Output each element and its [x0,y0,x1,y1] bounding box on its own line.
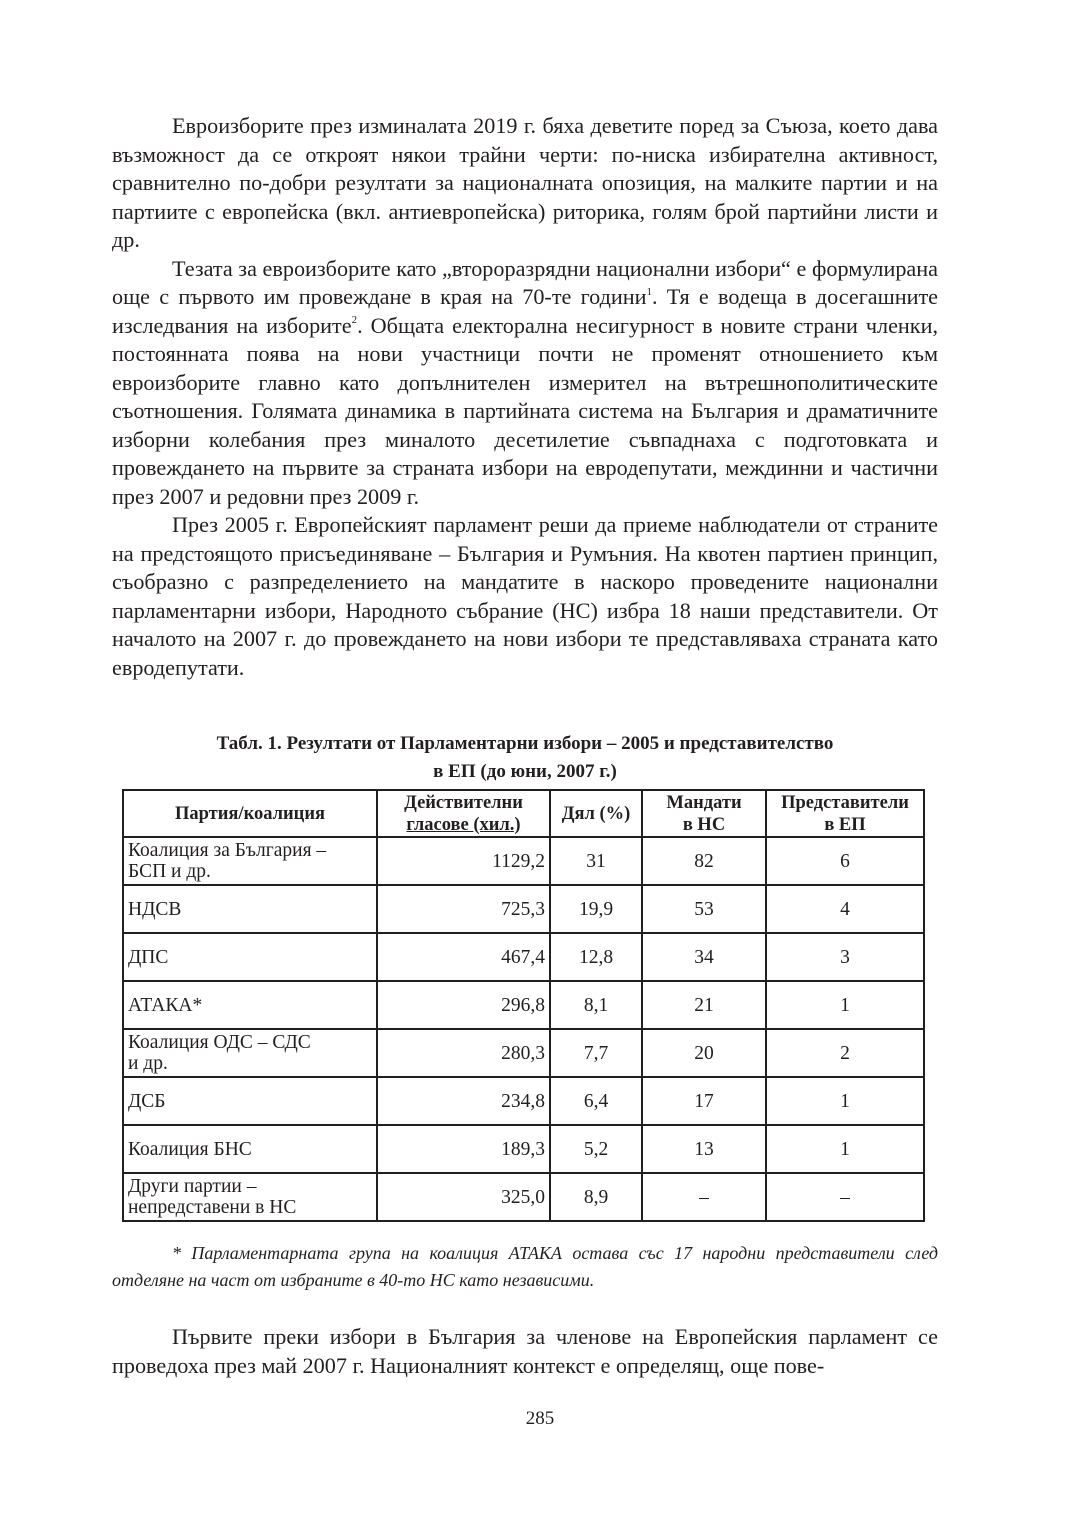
paragraph-2-part-3: . Общата електорална несигурност в новите страни членки, постоянната поява на нови участници почти не променят отношението към евроизборите главно като допълнителен измерител на вътрешнополитическите съотношения. Голямата динамика в партийната система на България и драматичните изборни колебания през миналото десетилетие съвпаднаха с подготовката и провеждането на първите за страната избори на евродепутати, междинни и частични през 2007 и редовни през 2009 г. [112,312,939,509]
cell-votes: 467,4 [377,933,550,981]
footnote-mark-1: 1 [646,285,653,298]
header-votes [377,790,550,837]
header-votes-line-1: Действителни [404,792,523,813]
cell-votes: 725,3 [377,885,550,933]
paragraph-4: Първите преки избори в България за членове на Европейския парламент се проведоха през май 2007 г. Националният контекст е определящ, още пове- [112,1324,938,1378]
cell-share: 31 [550,837,642,885]
header-reps-line-1: Представители [781,792,909,813]
table-row [123,1125,924,1173]
header-reps [766,790,924,837]
paragraph-2-part-2: . Тя е водеща в досегашните изследвания на изборите [112,284,939,338]
cell-reps: 3 [766,933,924,981]
cell-reps: 4 [766,885,924,933]
cell-share: 7,7 [550,1029,642,1077]
party-name-line-2: БСП и др. [128,861,211,882]
header-seats-line-1: Мандати [666,792,742,813]
header-votes-line-2: гласове (хил.) [406,814,521,835]
cell-party: ДСБ [123,1077,377,1125]
party-name-line-1: Други партии – [128,1176,257,1197]
paragraph-3: През 2005 г. Европейският парламент реши да приеме наблюдатели от страните на предстоящото присъединяване – България и Румъния. На квотен партиен принцип, съобразно с разпределението на мандатите в наскоро проведените национални парламентарни избори, Народното събрание (НС) избра 18 наши представители. От началото на 2007 г. до провеждането на нови избори те представляваха страната като евродепутати. [112,512,938,680]
party-name-line-1: Коалиция ОДС – СДС [128,1032,311,1053]
party-name-line-2: и др. [128,1053,168,1074]
party-name-line-2: непредставени в НС [128,1197,297,1218]
cell-votes: 296,8 [377,981,550,1029]
cell-seats: 21 [642,981,766,1029]
paragraph-1: Евроизборите през изминалата 2019 г. бяха деветите поред за Съюза, което дава възможност да се откроят някои трайни черти: по-ниска избирателна активност, сравнително по-добри резултати за националната опозиция, на малките партии и на партиите с европейска (вкл. антиевропейска) риторика, голям брой партийни листи и др. [112,113,938,252]
cell-seats: – [642,1173,766,1221]
body-text [112,112,938,682]
cell-seats: 17 [642,1077,766,1125]
footnote-mark-2: 2 [351,314,358,327]
cell-seats: 13 [642,1125,766,1173]
cell-party: АТАКА* [123,981,377,1029]
header-party: Партия/коалиция [123,790,377,837]
cell-reps: 1 [766,1077,924,1125]
table-caption-line-1: Табл. 1. Резултати от Парламентарни избори – 2005 и представителство [216,733,834,754]
table-row [123,981,924,1029]
cell-votes: 280,3 [377,1029,550,1077]
header-seats [642,790,766,837]
cell-share: 12,8 [550,933,642,981]
results-table [122,789,925,1222]
cell-votes: 189,3 [377,1125,550,1173]
final-text [112,1323,938,1380]
cell-party [123,1029,377,1077]
cell-share: 8,9 [550,1173,642,1221]
table-row [123,1077,924,1125]
cell-reps: 1 [766,1125,924,1173]
paragraph-2 [112,255,938,512]
cell-votes: 325,0 [377,1173,550,1221]
cell-party: НДСВ [123,885,377,933]
cell-seats: 20 [642,1029,766,1077]
cell-share: 5,2 [550,1125,642,1173]
cell-reps: 6 [766,837,924,885]
cell-share: 8,1 [550,981,642,1029]
header-seats-line-2: в НС [682,814,726,835]
cell-share: 19,9 [550,885,642,933]
cell-reps: 1 [766,981,924,1029]
table-row [123,837,924,885]
table-header-row [123,790,924,837]
header-reps-line-2: в ЕП [824,814,866,835]
cell-party: Коалиция БНС [123,1125,377,1173]
table-caption-line-2: в ЕП (до юни, 2007 г.) [433,761,617,782]
table-row [123,933,924,981]
party-name-line-1: Коалиция за България – [128,840,327,861]
table-footnote: * Парламентарната група на коалиция АТАКА остава със 17 народни представители след отделяне на част от избраните в 40-то НС като независими. [112,1243,938,1290]
cell-votes: 234,8 [377,1077,550,1125]
table-caption [112,730,938,786]
table-row [123,1173,924,1221]
cell-seats: 82 [642,837,766,885]
page-number: 285 [525,1408,555,1429]
cell-seats: 53 [642,885,766,933]
paragraph-2-part-1: Тезата за евроизборите като „второразрядни национални избори“ е формулирана още с първото им провеждане в края на 70-те години [112,255,938,309]
cell-party [123,837,377,885]
cell-share: 6,4 [550,1077,642,1125]
table-row [123,1029,924,1077]
cell-seats: 34 [642,933,766,981]
cell-party [123,1173,377,1221]
header-share: Дял (%) [550,790,642,837]
cell-party: ДПС [123,933,377,981]
cell-votes: 1129,2 [377,837,550,885]
cell-reps: 2 [766,1029,924,1077]
table-row [123,885,924,933]
cell-reps: – [766,1173,924,1221]
